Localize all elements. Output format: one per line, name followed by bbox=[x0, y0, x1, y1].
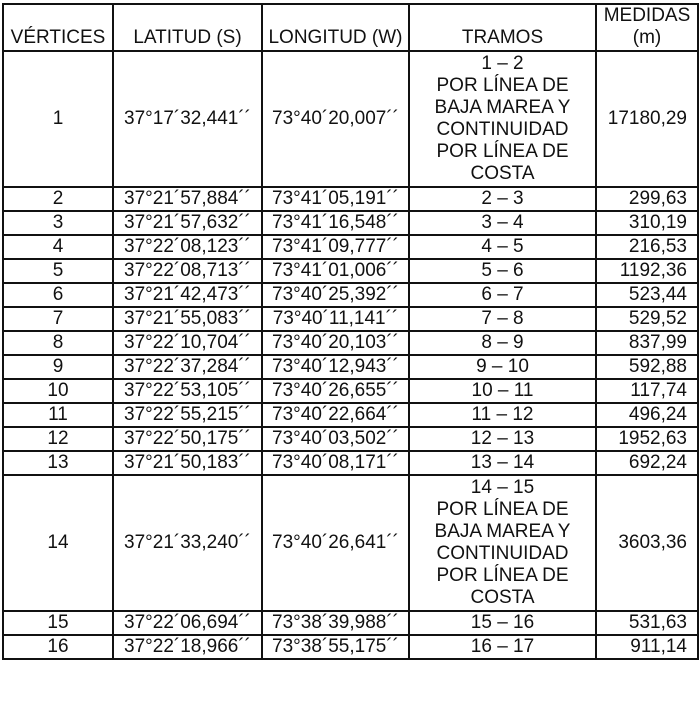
table-body bbox=[3, 51, 698, 659]
latitude-cell: 37°22´06,694´´ bbox=[113, 611, 262, 635]
medida-cell: 529,52 bbox=[596, 307, 698, 331]
table-row bbox=[3, 235, 698, 259]
header-tramos: TRAMOS bbox=[409, 4, 596, 51]
tramo-text: 3 – 4 bbox=[481, 212, 524, 233]
latitude-cell: 37°22´10,704´´ bbox=[113, 331, 262, 355]
medida-cell: 531,63 bbox=[596, 611, 698, 635]
header-row bbox=[3, 4, 698, 51]
tramo-text: 15 – 16 bbox=[470, 612, 535, 633]
vertex-cell: 5 bbox=[3, 259, 113, 283]
longitude-cell: 73°40´22,664´´ bbox=[262, 403, 409, 427]
latitude-cell: 37°21´57,632´´ bbox=[113, 211, 262, 235]
medida-cell: 837,99 bbox=[596, 331, 698, 355]
tramo-cell bbox=[409, 331, 596, 355]
tramo-text: 10 – 11 bbox=[471, 380, 534, 401]
tramo-text: 8 – 9 bbox=[481, 332, 524, 353]
tramo-text: 5 – 6 bbox=[481, 260, 524, 281]
latitude-cell: 37°21´57,884´´ bbox=[113, 187, 262, 211]
vertex-cell: 13 bbox=[3, 451, 113, 475]
header-medidas: MEDIDAS (m) bbox=[596, 4, 698, 51]
longitude-cell: 73°40´26,641´´ bbox=[262, 475, 409, 611]
vertex-cell: 2 bbox=[3, 187, 113, 211]
header-vertices: VÉRTICES bbox=[3, 4, 113, 51]
tramo-text: 4 – 5 bbox=[481, 236, 524, 257]
vertex-cell: 14 bbox=[3, 475, 113, 611]
latitude-cell: 37°22´18,966´´ bbox=[113, 635, 262, 659]
table-row bbox=[3, 355, 698, 379]
medida-cell: 1952,63 bbox=[596, 427, 698, 451]
latitude-cell: 37°21´55,083´´ bbox=[113, 307, 262, 331]
medida-cell: 692,24 bbox=[596, 451, 698, 475]
table-row bbox=[3, 331, 698, 355]
tramo-cell bbox=[409, 611, 596, 635]
tramo-text: 12 – 13 bbox=[470, 428, 535, 449]
medida-cell: 911,14 bbox=[596, 635, 698, 659]
vertex-cell: 7 bbox=[3, 307, 113, 331]
medida-cell: 299,63 bbox=[596, 187, 698, 211]
tramo-cell bbox=[409, 259, 596, 283]
table-row bbox=[3, 283, 698, 307]
table-row bbox=[3, 379, 698, 403]
longitude-cell: 73°38´55,175´´ bbox=[262, 635, 409, 659]
latitude-cell: 37°22´08,123´´ bbox=[113, 235, 262, 259]
vertex-cell: 16 bbox=[3, 635, 113, 659]
header-latitud: LATITUD (S) bbox=[113, 4, 262, 51]
medida-cell: 3603,36 bbox=[596, 475, 698, 611]
vertex-cell: 15 bbox=[3, 611, 113, 635]
medida-cell: 216,53 bbox=[596, 235, 698, 259]
tramo-cell bbox=[409, 475, 596, 611]
vertex-cell: 3 bbox=[3, 211, 113, 235]
tramo-text: 2 – 3 bbox=[481, 188, 524, 209]
longitude-cell: 73°40´20,103´´ bbox=[262, 331, 409, 355]
medida-cell: 117,74 bbox=[596, 379, 698, 403]
coordinates-table bbox=[2, 3, 699, 660]
tramo-text: 1 – 2 POR LÍNEA DE BAJA MAREA Y CONTINUIDAD POR LÍNEA DE COSTA bbox=[434, 53, 571, 184]
medida-cell: 523,44 bbox=[596, 283, 698, 307]
tramo-cell bbox=[409, 51, 596, 187]
latitude-cell: 37°21´50,183´´ bbox=[113, 451, 262, 475]
longitude-cell: 73°40´11,141´´ bbox=[262, 307, 409, 331]
medida-cell: 17180,29 bbox=[596, 51, 698, 187]
longitude-cell: 73°40´26,655´´ bbox=[262, 379, 409, 403]
vertex-cell: 8 bbox=[3, 331, 113, 355]
tramo-cell bbox=[409, 451, 596, 475]
longitude-cell: 73°40´20,007´´ bbox=[262, 51, 409, 187]
latitude-cell: 37°17´32,441´´ bbox=[113, 51, 262, 187]
latitude-cell: 37°22´55,215´´ bbox=[113, 403, 262, 427]
table-row bbox=[3, 475, 698, 611]
tramo-text: 13 – 14 bbox=[470, 452, 535, 473]
longitude-cell: 73°38´39,988´´ bbox=[262, 611, 409, 635]
tramo-cell bbox=[409, 379, 596, 403]
longitude-cell: 73°41´09,777´´ bbox=[262, 235, 409, 259]
tramo-cell bbox=[409, 307, 596, 331]
medida-cell: 1192,36 bbox=[596, 259, 698, 283]
tramo-cell bbox=[409, 403, 596, 427]
latitude-cell: 37°22´08,713´´ bbox=[113, 259, 262, 283]
medida-cell: 496,24 bbox=[596, 403, 698, 427]
tramo-cell bbox=[409, 283, 596, 307]
vertex-cell: 11 bbox=[3, 403, 113, 427]
medida-cell: 592,88 bbox=[596, 355, 698, 379]
vertex-cell: 9 bbox=[3, 355, 113, 379]
tramo-cell bbox=[409, 427, 596, 451]
tramo-text: 7 – 8 bbox=[481, 308, 524, 329]
header-longitud: LONGITUD (W) bbox=[262, 4, 409, 51]
latitude-cell: 37°21´33,240´´ bbox=[113, 475, 262, 611]
table-row bbox=[3, 427, 698, 451]
tramo-text: 9 – 10 bbox=[476, 356, 529, 377]
table-row bbox=[3, 259, 698, 283]
longitude-cell: 73°40´08,171´´ bbox=[262, 451, 409, 475]
tramo-text: 14 – 15 POR LÍNEA DE BAJA MAREA Y CONTINUIDAD POR LÍNEA DE COSTA bbox=[434, 477, 571, 608]
table-row bbox=[3, 611, 698, 635]
longitude-cell: 73°41´01,006´´ bbox=[262, 259, 409, 283]
tramo-text: 11 – 12 bbox=[471, 404, 534, 425]
table-row bbox=[3, 403, 698, 427]
table-row bbox=[3, 635, 698, 659]
vertex-cell: 1 bbox=[3, 51, 113, 187]
tramo-cell bbox=[409, 235, 596, 259]
table-row bbox=[3, 51, 698, 187]
table-row bbox=[3, 211, 698, 235]
vertex-cell: 4 bbox=[3, 235, 113, 259]
longitude-cell: 73°41´16,548´´ bbox=[262, 211, 409, 235]
latitude-cell: 37°21´42,473´´ bbox=[113, 283, 262, 307]
longitude-cell: 73°40´12,943´´ bbox=[262, 355, 409, 379]
latitude-cell: 37°22´37,284´´ bbox=[113, 355, 262, 379]
vertex-cell: 12 bbox=[3, 427, 113, 451]
medida-cell: 310,19 bbox=[596, 211, 698, 235]
tramo-cell bbox=[409, 211, 596, 235]
tramo-text: 6 – 7 bbox=[481, 284, 524, 305]
vertex-cell: 10 bbox=[3, 379, 113, 403]
longitude-cell: 73°41´05,191´´ bbox=[262, 187, 409, 211]
tramo-cell bbox=[409, 187, 596, 211]
table-row bbox=[3, 307, 698, 331]
latitude-cell: 37°22´53,105´´ bbox=[113, 379, 262, 403]
tramo-cell bbox=[409, 635, 596, 659]
longitude-cell: 73°40´03,502´´ bbox=[262, 427, 409, 451]
latitude-cell: 37°22´50,175´´ bbox=[113, 427, 262, 451]
tramo-cell bbox=[409, 355, 596, 379]
table-row bbox=[3, 187, 698, 211]
vertex-cell: 6 bbox=[3, 283, 113, 307]
table-row bbox=[3, 451, 698, 475]
tramo-text: 16 – 17 bbox=[470, 636, 535, 657]
longitude-cell: 73°40´25,392´´ bbox=[262, 283, 409, 307]
